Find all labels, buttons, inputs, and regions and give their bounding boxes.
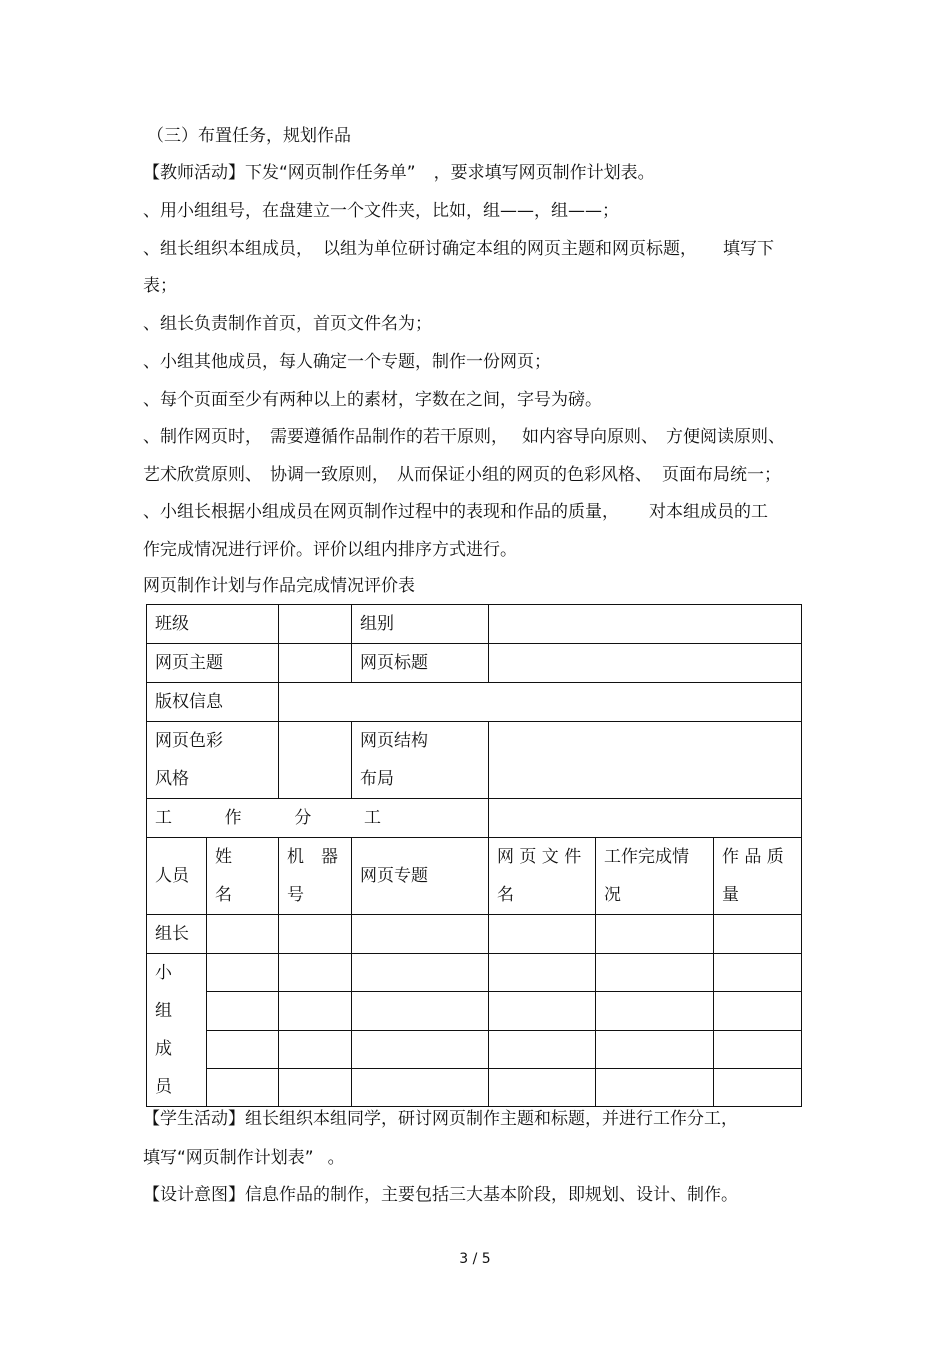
col-quality — [714, 838, 802, 915]
student-activity-b: 填写“网页制作计划表” — [143, 1148, 314, 1168]
table-cell[interactable] — [714, 1068, 802, 1106]
title-value[interactable] — [489, 644, 802, 683]
item-4: 、小组其他成员，每人确定一个专题，制作一份网页； — [143, 352, 551, 372]
item-6-f: 协调一致原则， — [270, 465, 389, 485]
item-2-c: 填写下 — [723, 239, 774, 259]
group-value[interactable] — [489, 605, 802, 644]
table-cell[interactable] — [352, 1030, 489, 1068]
color-style-line-1: 网页色彩 — [155, 731, 223, 751]
col-done — [596, 838, 714, 915]
table-row — [147, 915, 802, 954]
evaluation-table — [146, 604, 802, 1107]
table-cell[interactable] — [207, 1030, 279, 1068]
item-7-cont: 作完成情况进行评价。评价以组内排序方式进行。 — [143, 540, 517, 560]
col-name-line-1: 姓 — [215, 847, 232, 867]
color-style-line-2: 风格 — [155, 769, 189, 789]
members-char: 小 — [155, 963, 172, 983]
col-done-line-1: 工作完成情 — [604, 847, 689, 867]
col-file — [489, 838, 596, 915]
table-cell[interactable] — [279, 992, 352, 1030]
table-cell[interactable] — [352, 954, 489, 992]
structure-label — [352, 722, 489, 799]
item-7 — [143, 501, 768, 523]
table-cell[interactable] — [596, 915, 714, 954]
color-style-value[interactable] — [279, 722, 352, 799]
item-2 — [143, 238, 774, 260]
table-row — [147, 1068, 802, 1106]
table-cell[interactable] — [279, 954, 352, 992]
teacher-activity-a: 【教师活动】下发“网页制作任务单” — [143, 163, 416, 183]
item-6-e: 艺术欣赏原则、 — [143, 465, 262, 485]
col-done-line-2: 况 — [604, 885, 621, 905]
table-cell[interactable] — [279, 1030, 352, 1068]
table-cell[interactable] — [207, 992, 279, 1030]
structure-value[interactable] — [489, 722, 802, 799]
group-label: 组别 — [352, 605, 489, 644]
item-6-a: 、制作网页时， — [143, 427, 262, 447]
item-6-cont — [143, 464, 781, 486]
theme-label: 网页主题 — [147, 644, 279, 683]
table-row — [147, 644, 802, 683]
work-division-char: 分 — [294, 808, 312, 828]
work-division-char: 作 — [224, 808, 242, 828]
table-cell[interactable] — [279, 1068, 352, 1106]
structure-line-1: 网页结构 — [360, 731, 428, 751]
col-quality-line-1: 作 品 质 — [722, 847, 784, 867]
work-division-char: 工 — [363, 808, 381, 828]
table-cell[interactable] — [596, 992, 714, 1030]
col-machine-line-1: 机 器 — [287, 847, 338, 867]
table-row — [147, 1030, 802, 1068]
col-machine-line-2: 号 — [287, 885, 304, 905]
table-cell[interactable] — [596, 1068, 714, 1106]
table-cell[interactable] — [352, 915, 489, 954]
table-cell[interactable] — [489, 915, 596, 954]
item-2-a: 、组长组织本组成员， — [143, 239, 313, 259]
table-cell[interactable] — [352, 992, 489, 1030]
table-cell[interactable] — [596, 1030, 714, 1068]
leader-label: 组长 — [147, 915, 207, 954]
item-6-d: 方便阅读原则、 — [666, 427, 785, 447]
table-row — [147, 683, 802, 722]
table-cell[interactable] — [207, 1068, 279, 1106]
col-topic: 网页专题 — [352, 838, 489, 915]
table-cell[interactable] — [714, 915, 802, 954]
item-2-cont: 表； — [143, 276, 177, 296]
table-caption: 网页制作计划与作品完成情况评价表 — [143, 576, 415, 596]
members-label — [147, 954, 207, 1107]
table-row — [147, 799, 802, 838]
table-cell[interactable] — [352, 1068, 489, 1106]
class-label: 班级 — [147, 605, 279, 644]
student-activity-cont — [143, 1147, 345, 1169]
table-row — [147, 954, 802, 992]
col-name-line-2: 名 — [215, 885, 232, 905]
item-6-g: 从而保证小组的网页的色彩风格、 — [397, 465, 652, 485]
table-row — [147, 722, 802, 799]
item-6-h: 页面布局统一； — [662, 465, 781, 485]
item-1: 、用小组组号，在盘建立一个文件夹，比如，组——，组——； — [143, 201, 619, 221]
item-2-b: 以组为单位研讨确定本组的网页主题和网页标题， — [323, 239, 697, 259]
item-6-b: 需要遵循作品制作的若干原则， — [270, 427, 508, 447]
table-cell[interactable] — [489, 1030, 596, 1068]
work-division-header — [147, 799, 489, 838]
page-number: 3 / 5 — [459, 1251, 491, 1267]
table-cell[interactable] — [714, 1030, 802, 1068]
table-cell[interactable] — [207, 954, 279, 992]
item-7-b: 对本组成员的工 — [649, 502, 768, 522]
item-6 — [143, 426, 785, 448]
color-style-label — [147, 722, 279, 799]
structure-line-2: 布局 — [360, 769, 394, 789]
class-value[interactable] — [279, 605, 352, 644]
members-char: 组 — [155, 1001, 172, 1021]
col-machine — [279, 838, 352, 915]
table-cell[interactable] — [489, 1068, 596, 1106]
table-cell[interactable] — [714, 992, 802, 1030]
student-activity: 【学生活动】组长组织本组同学，研讨网页制作主题和标题，并进行工作分工， — [143, 1109, 738, 1129]
work-division-empty — [489, 799, 802, 838]
members-char: 成 — [155, 1039, 172, 1059]
item-5: 、每个页面至少有两种以上的素材，字数在之间，字号为磅。 — [143, 390, 602, 410]
table-cell[interactable] — [279, 915, 352, 954]
copyright-label: 版权信息 — [147, 683, 279, 722]
col-person: 人员 — [147, 838, 207, 915]
teacher-activity-b: ，要求填写网页制作计划表。 — [433, 163, 655, 183]
table-cell[interactable] — [714, 954, 802, 992]
col-name — [207, 838, 279, 915]
student-activity-c: 。 — [327, 1148, 345, 1168]
work-division-char: 工 — [155, 808, 172, 828]
members-char: 员 — [155, 1077, 172, 1097]
item-6-c: 如内容导向原则、 — [522, 427, 658, 447]
table-row — [147, 992, 802, 1030]
copyright-value[interactable] — [279, 683, 802, 722]
item-3: 、组长负责制作首页，首页文件名为； — [143, 314, 432, 334]
table-cell[interactable] — [489, 992, 596, 1030]
table-cell[interactable] — [207, 915, 279, 954]
item-7-a: 、小组长根据小组成员在网页制作过程中的表现和作品的质量， — [143, 502, 619, 522]
table-row — [147, 605, 802, 644]
theme-value[interactable] — [279, 644, 352, 683]
design-intent: 【设计意图】信息作品的制作，主要包括三大基本阶段，即规划、设计、制作。 — [143, 1185, 738, 1205]
table-cell[interactable] — [596, 954, 714, 992]
col-file-line-2: 名 — [497, 885, 514, 905]
teacher-activity — [143, 162, 655, 184]
table-header-row — [147, 838, 802, 915]
section-heading: （三）布置任务，规划作品 — [147, 126, 351, 146]
col-file-line-1: 网 页 文 件 — [497, 847, 582, 867]
table-cell[interactable] — [489, 954, 596, 992]
title-label: 网页标题 — [352, 644, 489, 683]
col-quality-line-2: 量 — [722, 885, 739, 905]
